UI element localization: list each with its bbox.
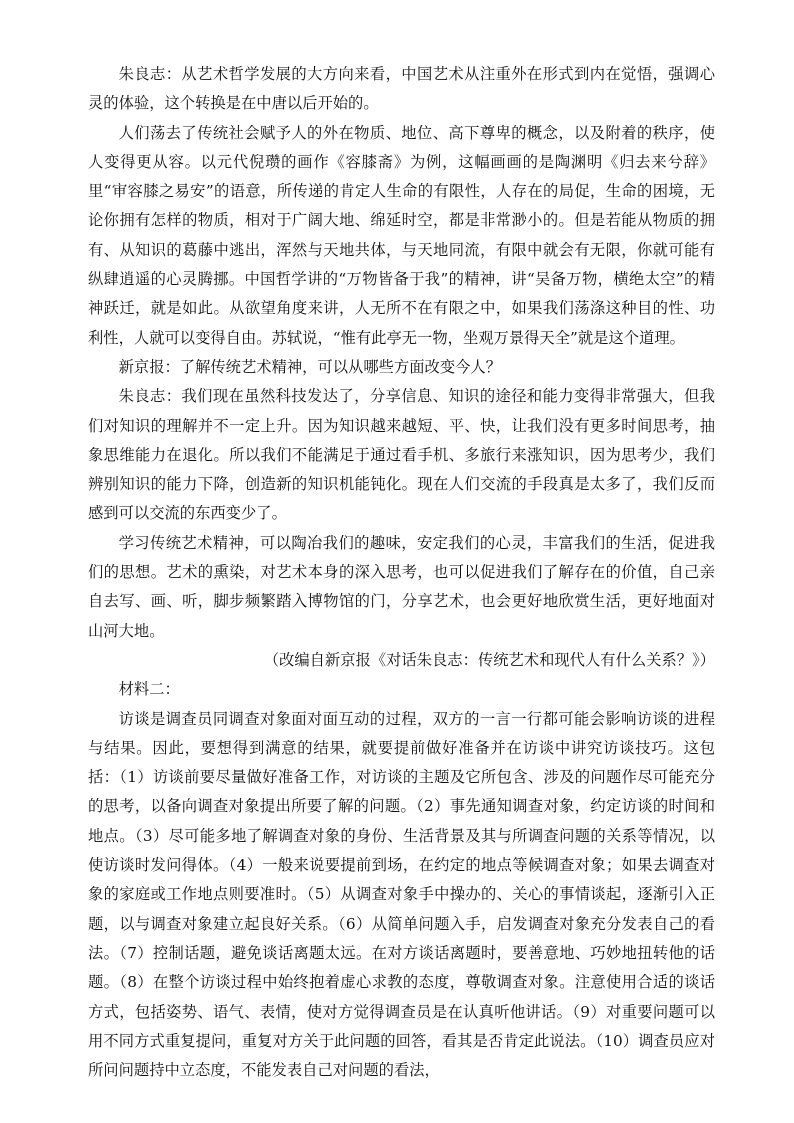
document-page	[88, 60, 715, 1085]
source-citation: （改编自新京报《对话朱良志：传统艺术和现代人有什么关系？》）	[263, 650, 715, 669]
commentary-paragraph: 学习传统艺术精神，可以陶冶我们的趣味，安定我们的心灵，丰富我们的生活，促进我们的思想。艺术的熏染，对艺术本身的深入思考，也可以促进我们了解存在的价值，自己亲自去写、画、听，脚步频繁踏入博物馆的门，分享艺术，也会更好地欣赏生活，更好地面对山河大地。	[88, 533, 715, 640]
interview-question-paragraph: 新京报：了解传统艺术精神，可以从哪些方面改变今人？	[118, 357, 502, 376]
commentary-paragraph: 人们荡去了传统社会赋予人的外在物质、地位、高下尊卑的概念，以及附着的秩序，使人变得更从容。以元代倪瓒的画作《容膝斋》为例，这幅画画的是陶渊明《归去来兮辞》里“审容膝之易安”的语意，所传递的肯定人生命的有限性，人存在的局促，生命的困境，无论你拥有怎样的物质，相对于广阔大地、绵延时空，都是非常渺小的。但是若能从物质的拥有、从知识的葛藤中逃出，浑然与天地共体，与天地同流，有限中就会有无限，你就可能有纵肆逍遥的心灵腾挪。中国哲学讲的“万物皆备于我”的精神，讲“吴备万物，横绝太空”的精神跃迁，就是如此。从欲望角度来讲，人无所不在有限之中，如果我们荡涤这种目的性、功利性，人就可以变得自由。苏轼说，“惟有此亭无一物，坐观万景得天全”就是这个道理。	[88, 123, 715, 347]
section-heading: 材料二：	[118, 680, 180, 699]
interview-answer-paragraph: 朱良志：我们现在虽然科技发达了，分享信息、知识的途径和能力变得非常强大，但我们对知识的理解并不一定上升。因为知识越来越短、平、快，让我们没有更多时间思考，抽象思维能力在退化。所以我们不能满足于通过看手机、多旅行来涨知识，因为思考少，我们辨别知识的能力下降，创造新的知识机能钝化。现在人们交流的手段真是太多了，我们反而感到可以交流的东西变少了。	[88, 387, 715, 523]
interview-answer-paragraph: 朱良志：从艺术哲学发展的大方向来看，中国艺术从注重外在形式到内在觉悟，强调心灵的体验，这个转换是在中唐以后开始的。	[88, 65, 715, 113]
section-body-paragraph: 访谈是调查员同调查对象面对面互动的过程，双方的一言一行都可能会影响访谈的进程与结果。因此，要想得到满意的结果，就要提前做好准备并在访谈中讲究访谈技巧。这包括：（1）访谈前要尽量做好准备工作，对访谈的主题及它所包含、涉及的问题作尽可能充分的思考，以备向调查对象提出所要了解的问题。（2）事先通知调查对象，约定访谈的时间和地点。（3）尽可能多地了解调查对象的身份、生活背景及其与所调查问题的关系等情况，以使访谈时发问得体。（4）一般来说要提前到场，在约定的地点等候调查对象；如果去调查对象的家庭或工作地点则要准时。（5）从调查对象手中操办的、关心的事情谈起，逐渐引入正题，以与调查对象建立起良好关系。（6）从简单问题入手，启发调查对象充分发表自己的看法。（7）控制话题，避免谈话离题太远。在对方谈话离题时，要善意地、巧妙地扭转他的话题。（8）在整个访谈过程中始终抱着虚心求教的态度，尊敬调查对象。注意使用合适的谈话方式，包括姿势、语气、表情，使对方觉得调查员是在认真听他讲话。（9）对重要问题可以用不同方式重复提问，重复对方关于此问题的回答，看其是否肯定此说法。（10）调查员应对所问问题持中立态度，不能发表自己对问题的看法，	[88, 709, 715, 1080]
